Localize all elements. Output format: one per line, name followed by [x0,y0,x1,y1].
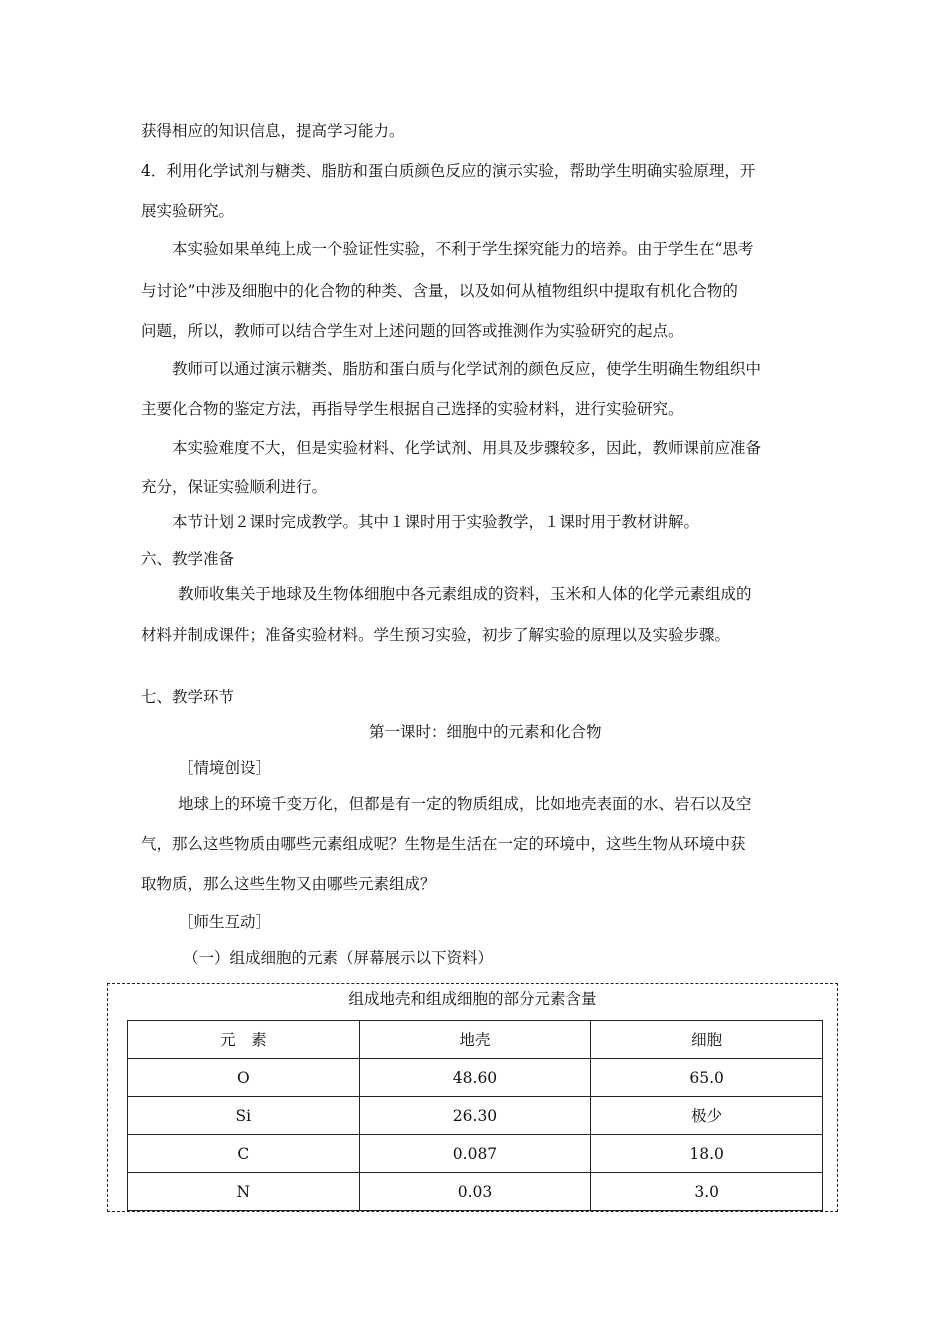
table-row [128,1097,823,1135]
paragraph-line: 充分，保证实验顺利进行。 [141,478,328,496]
paragraph-line: 与讨论”中涉及细胞中的化合物的种类、含量，以及如何从植物组织中提取有机化合物的 [141,282,738,300]
paragraph-line: 取物质，那么这些生物又由哪些元素组成？ [141,875,436,893]
paragraph-line: 教师收集关于地球及生物体细胞中各元素组成的资料，玉米和人体的化学元素组成的 [178,585,752,603]
lesson-title: 第一课时：细胞中的元素和化合物 [369,723,602,741]
paragraph-line: 获得相应的知识信息，提高学习能力。 [141,122,405,140]
table-cell: 0.03 [359,1173,591,1211]
table-caption: 组成地壳和组成细胞的部分元素含量 [348,990,597,1008]
paragraph-line: 本实验难度不大，但是实验材料、化学试剂、用具及步骤较多，因此，教师课前应准备 [172,439,762,457]
paragraph-line: 地球上的环境千变万化，但都是有一定的物质组成，比如地壳表面的水、岩石以及空 [178,795,752,813]
table-row [128,1135,823,1173]
paragraph-line: 本节计划２课时完成教学。其中１课时用于实验教学，１课时用于教材讲解。 [172,513,700,531]
paragraph-line: 4．利用化学试剂与糖类、脂肪和蛋白质颜色反应的演示实验，帮助学生明确实验原理，开 [141,162,756,180]
data-box [107,983,838,1212]
paragraph-line: 展实验研究。 [141,202,235,220]
element-content-table [127,1020,823,1211]
paragraph-line: 问题，所以，教师可以结合学生对上述问题的回答或推测作为实验研究的起点。 [141,322,684,340]
table-row [128,1173,823,1211]
header-cell: 元 素 [128,1021,360,1059]
paragraph-line: 主要化合物的鉴定方法，再指导学生根据自己选择的实验材料，进行实验研究。 [141,400,684,418]
paragraph-line: 教师可以通过演示糖类、脂肪和蛋白质与化学试剂的颜色反应，使学生明确生物组织中 [172,360,762,378]
paragraph-line: 本实验如果单纯上成一个验证性实验，不利于学生探究能力的培养。由于学生在“思考 [172,240,754,258]
table-cell: 3.0 [591,1173,823,1211]
header-cell: 细胞 [591,1021,823,1059]
table-cell: 26.30 [359,1097,591,1135]
table-cell: N [128,1173,360,1211]
section-heading: 七、教学环节 [141,688,235,706]
table-row [128,1059,823,1097]
subsection-label: ［师生互动］ [178,913,272,931]
table-header-row [128,1021,823,1059]
subsection-label: （一）组成细胞的元素（屏幕展示以下资料） [183,949,494,967]
table-cell: 极少 [591,1097,823,1135]
table-cell: 18.0 [591,1135,823,1173]
table-cell: Si [128,1097,360,1135]
header-cell: 地壳 [359,1021,591,1059]
section-heading: 六、教学准备 [141,550,235,568]
table-cell: 48.60 [359,1059,591,1097]
table-cell: 65.0 [591,1059,823,1097]
table-cell: O [128,1059,360,1097]
table-cell: 0.087 [359,1135,591,1173]
subsection-label: ［情境创设］ [178,759,272,777]
table-cell: C [128,1135,360,1173]
paragraph-line: 材料并制成课件；准备实验材料。学生预习实验，初步了解实验的原理以及实验步骤。 [141,626,731,644]
paragraph-line: 气，那么这些物质由哪些元素组成呢？生物是生活在一定的环境中，这些生物从环境中获 [141,835,746,853]
